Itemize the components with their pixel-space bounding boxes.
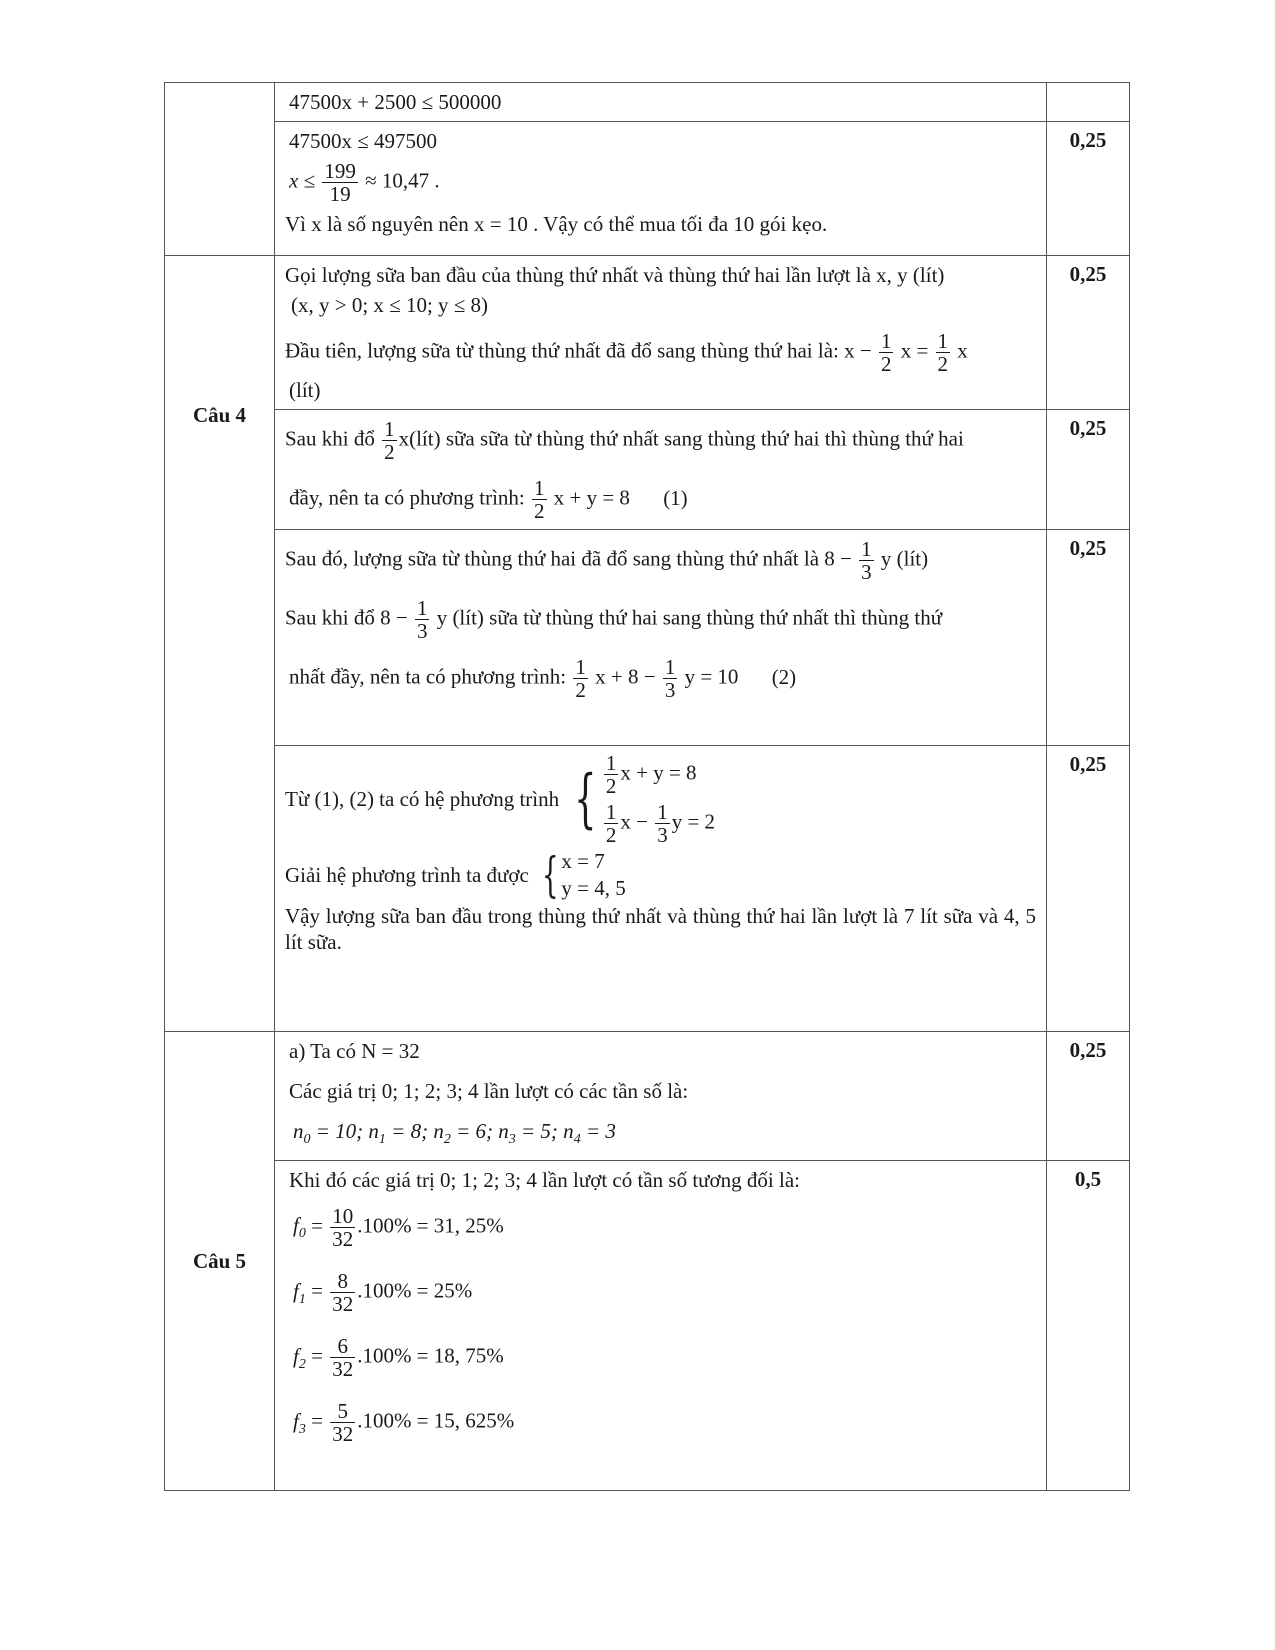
table-row xyxy=(165,83,1130,122)
question-cell xyxy=(165,83,275,256)
solution-table xyxy=(164,82,1130,1491)
table-row xyxy=(165,122,1130,256)
points-value: 0,25 xyxy=(1047,122,1130,256)
points-value: 0,5 xyxy=(1047,1161,1130,1491)
points-value: 0,25 xyxy=(1047,256,1130,410)
frequency-line: $n_0 = 10$; $n_1 = 8$; $n_2 = 6$; $n_3 = 5$; $n_4 = 3$ xyxy=(293,1119,616,1148)
question-label: Câu 4 xyxy=(165,256,275,1032)
formula-f2: $f_2$ = $\frac{6}{32}$ .100% = 18, 75% xyxy=(293,1334,504,1382)
solution-cell: Gọi lượng sữa ban đầu của thùng thứ nhất và thùng thứ hai lần lượt là x, y (lít) (x, y > 0; x ≤ 10; y ≤ 8) Đầu tiên, lượng sữa từ thùng thứ nhất đã đổ sang thùng thứ hai là: x − $\frac{1}{2}$ x = $\frac{1}{2}$ x (lít) xyxy=(275,256,1047,410)
points-value: 0,25 xyxy=(1047,410,1130,530)
points-value: 0,25 xyxy=(1047,746,1130,1032)
solution-cell: Từ (1), (2) ta có hệ phương trình { $\frac{1}{2}$ x + y = 8 $\frac{1}{2}$ x − $\frac{1}{3}$ y = 2 Giải hệ phương trình ta được { x = 7 y = 4, 5 Vậy lượng sữa ban đầu trong thùng thứ nhất và thùng thứ hai lần lượt là 7 lít sữa và 4, 5 lít sữa. xyxy=(275,746,1047,1032)
solution-cell: a) Ta có N = 32 Các giá trị 0; 1; 2; 3; 4 lần lượt có các tần số là: $n_0 = 10$; $n_1 = 8$; $n_2 = 6$; $n_3 = 5$; $n_4 = 3$ xyxy=(275,1032,1047,1161)
solution-cell xyxy=(275,83,1047,122)
solution-cell: Sau khi đổ $\frac{1}{2}$ x(lít) sữa sữa từ thùng thứ nhất sang thùng thứ hai thì thùng thứ hai đầy, nên ta có phương trình: $\frac{1}{2}$ x + y = 8 (1) xyxy=(275,410,1047,530)
table-row xyxy=(165,530,1130,746)
table-row xyxy=(165,410,1130,530)
solution-system: Giải hệ phương trình ta được { x = 7 y = 4, 5 xyxy=(285,846,626,903)
conclusion-line: Vì x là số nguyên nên x = 10 . Vậy có thể mua tối đa 10 gói kẹo. xyxy=(285,212,828,237)
inequality-line: 47500x + 2500 ≤ 500000 xyxy=(289,90,502,114)
table-row xyxy=(165,1032,1130,1161)
brace-icon: { xyxy=(574,762,597,837)
inequality-line: 47500x ≤ 497500 xyxy=(289,129,438,153)
points-value: 0,25 xyxy=(1047,530,1130,746)
points-value: 0,25 xyxy=(1047,1032,1130,1161)
formula-f1: $f_1$ = $\frac{8}{32}$ .100% = 25% xyxy=(293,1269,473,1317)
formula-f3: $f_3$ = $\frac{5}{32}$ .100% = 15, 625% xyxy=(293,1399,515,1447)
fraction-line: x ≤ $\frac{199}{19}$ ≈ 10,47 . xyxy=(289,159,440,207)
question-label: Câu 5 xyxy=(165,1032,275,1491)
formula-f0: $f_0$ = $\frac{10}{32}$ .100% = 31, 25% xyxy=(293,1204,504,1252)
solution-cell: Sau đó, lượng sữa từ thùng thứ hai đã đổ sang thùng thứ nhất là 8 − $\frac{1}{3}$ y (lít) Sau khi đổ 8 − $\frac{1}{3}$ y (lít) sữa từ thùng thứ hai sang thùng thứ nhất thì thùng thứ nhất đầy, nên ta có phương trình: $\frac{1}{2}$ x + 8 − $\frac{1}{3}$ y = 10 (2) xyxy=(275,530,1047,746)
table-row xyxy=(165,746,1130,1032)
solution-cell xyxy=(275,122,1047,256)
table-row xyxy=(165,1161,1130,1491)
table-row xyxy=(165,256,1130,410)
brace-icon: { xyxy=(541,846,559,903)
fraction: $\frac{199}{19}$ xyxy=(324,159,356,207)
equation-system: Từ (1), (2) ta có hệ phương trình { $\frac{1}{2}$ x + y = 8 $\frac{1}{2}$ x − $\frac{1}{3}$ y = 2 xyxy=(285,751,716,848)
solution-cell: Khi đó các giá trị 0; 1; 2; 3; 4 lần lượt có tần số tương đối là: $f_0$ = $\frac{10}{32}$ .100% = 31, 25% $f_1$ = $\frac{8}{32}$ .100% = 25% $f_2$ = $\frac{6}{32}$ .100% = 18, 75% $f_3$ = $\frac{5}{32}$ .100% = 15, 625% xyxy=(275,1161,1047,1491)
points-cell xyxy=(1047,83,1130,122)
